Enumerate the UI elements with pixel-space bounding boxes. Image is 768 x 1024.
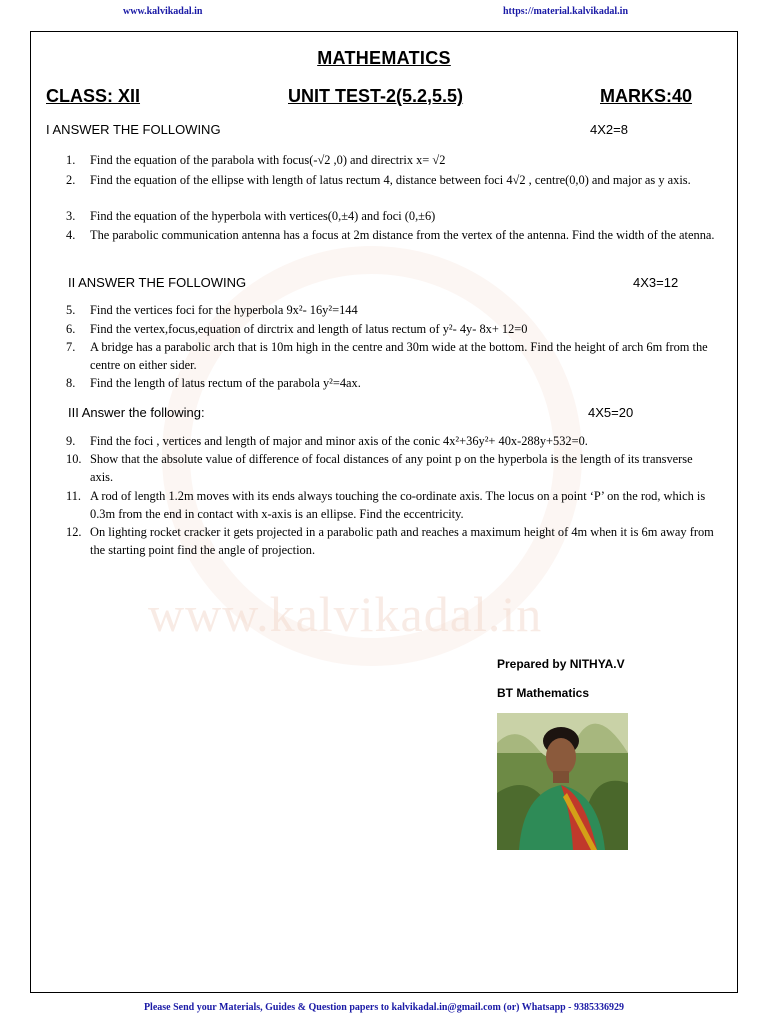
section-2-marks: 4X3=12 [633,275,679,290]
author-photo [497,713,628,850]
question-number: 4. [66,228,76,242]
header-material-link[interactable]: https://material.kalvikadal.in [503,6,629,17]
question-number: 8. [66,376,76,390]
question-item [66,450,718,486]
header-website-link[interactable]: www.kalvikadal.in [123,6,203,17]
section-1-heading: I ANSWER THE FOLLOWING [46,122,221,137]
section-3-marks: 4X5=20 [588,405,634,420]
question-item [66,320,718,338]
question-text: On lighting rocket cracker it gets projected in a parabolic path and reaches a maximum height of 4m when it is 6m away from the starting point find the angle of projection. [90,525,714,557]
unit-test-title: UNIT TEST-2(5.2,5.5) [288,86,464,106]
question-text: Find the equation of the ellipse with length of latus rectum 4, distance between foci 4√2 , centre(0,0) and major as y axis. [90,173,691,187]
question-text: Find the vertices foci for the hyperbola 9x²- 16y²=144 [90,303,358,317]
question-number: 1. [66,153,76,167]
question-item [66,432,718,450]
question-text: The parabolic communication antenna has a focus at 2m distance from the vertex of the antenna. Find the width of the atenna. [90,228,715,242]
prepared-by: Prepared by NITHYA.V [497,657,625,671]
question-item [66,151,718,169]
question-item [66,487,718,523]
question-number: 6. [66,322,76,336]
author-designation: BT Mathematics [497,686,590,700]
subject-title: MATHEMATICS [317,48,451,68]
question-item [66,338,718,374]
question-number: 12. [66,525,82,539]
watermark-text: www.kalvikadal.in [148,586,543,642]
question-number: 2. [66,173,76,187]
question-text: Show that the absolute value of difference of focal distances of any point p on the hyperbola is the length of its transverse axis. [90,452,693,484]
section-1-marks: 4X2=8 [590,122,628,137]
question-text: Find the length of latus rectum of the parabola y²=4ax. [90,376,361,390]
question-number: 10. [66,452,82,466]
question-text: Find the equation of the hyperbola with vertices(0,±4) and foci (0,±6) [90,209,436,223]
question-item [66,301,718,319]
question-number: 5. [66,303,76,317]
question-text: A bridge has a parabolic arch that is 10m high in the centre and 30m wide at the bottom. Find the height of arch 6m from the centre on either sider. [90,340,708,372]
question-item [66,523,718,559]
question-text: Find the foci , vertices and length of major and minor axis of the conic 4x²+36y²+ 40x-288y+532=0. [90,434,588,448]
class-label: CLASS: XII [46,86,141,106]
question-text: Find the vertex,focus,equation of dirctrix and length of latus rectum of y²- 4y- 8x+ 12=0 [90,322,528,336]
question-text: A rod of length 1.2m moves with its ends always touching the co-ordinate axis. The locus on a point ‘P’ on the rod, which is 0.3m from the end in contact with x-axis is an ellipse. Find the eccentricity. [90,489,706,521]
question-item [66,226,718,244]
question-number: 7. [66,340,76,354]
question-number: 3. [66,209,76,223]
question-number: 9. [66,434,76,448]
total-marks: MARKS:40 [600,86,693,106]
question-number: 11. [66,489,82,503]
footer-contact: Please Send your Materials, Guides & Question papers to kalvikadal.in@gmail.com (or) Whatsapp - 9385336929 [143,1002,625,1013]
section-2-heading: II ANSWER THE FOLLOWING [68,275,247,290]
question-text: Find the equation of the parabola with focus(-√2 ,0) and directrix x= √2 [90,153,446,167]
question-item [66,207,718,225]
question-item [66,171,718,189]
section-3-heading: III Answer the following: [68,405,205,420]
question-item [66,374,718,392]
